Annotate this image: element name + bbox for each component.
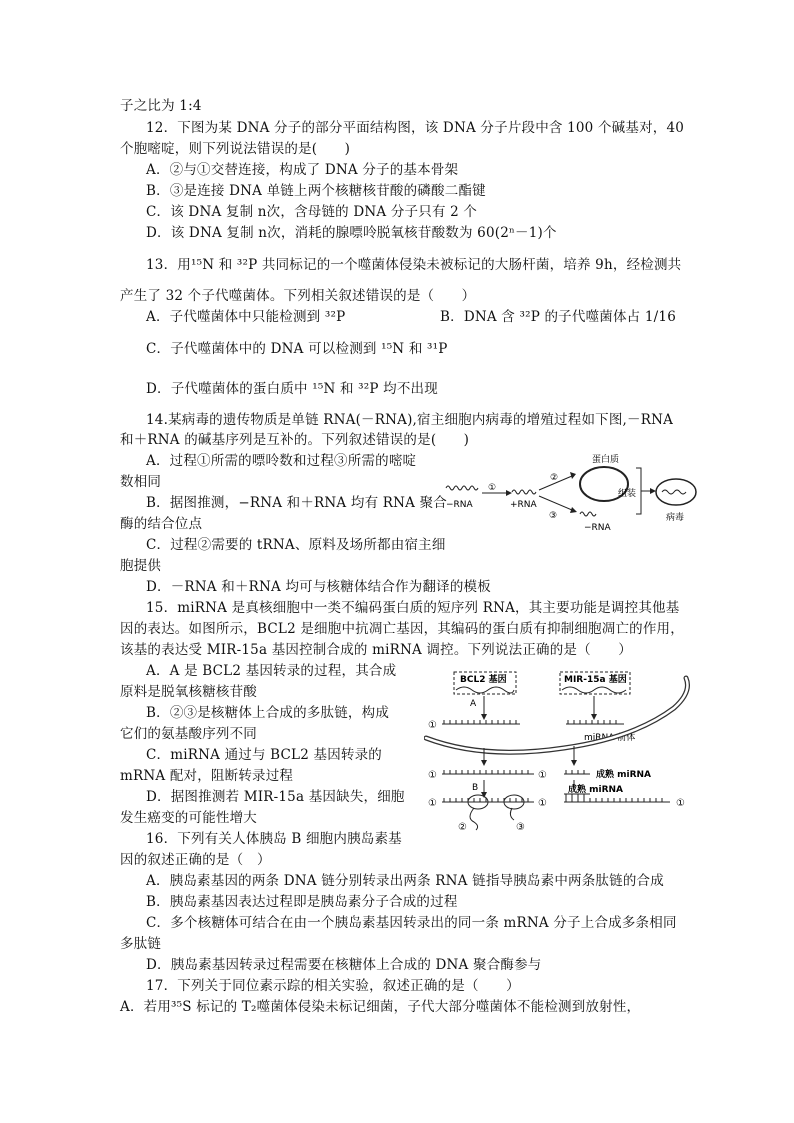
circle-1-label-5: ①	[538, 798, 547, 809]
question-14-option-c-cont: 胞提供	[120, 558, 162, 574]
question-17-stem: 17．下列关于同位素示踪的相关实验，叙述正确的是（ ）	[146, 978, 520, 994]
question-12-option-b: B．③是连接 DNA 单链上两个核糖核苷酸的磷酸二酯键	[146, 183, 486, 199]
question-14-option-a-cont: 数相同	[120, 474, 162, 490]
text-line: 子之比为 1:4	[120, 98, 202, 114]
neg-rna-label-2: −RNA	[584, 523, 611, 533]
step-1-label: ①	[488, 483, 497, 493]
assemble-label: 组装	[618, 489, 637, 499]
circle-2-label: ②	[458, 822, 467, 833]
pre-mirna-label: miRNA 前体	[584, 733, 636, 743]
question-15-option-d-cont: 发生癌变的可能性增大	[120, 810, 257, 826]
question-13-option-d: D．子代噬菌体的蛋白质中 ¹⁵N 和 ³²P 均不出现	[146, 381, 438, 397]
question-16-option-c: C．多个核糖体可结合在由一个胰岛素基因转录出的同一条 mRNA 分子上合成多条相同	[146, 915, 677, 931]
question-13-stem: 13．用¹⁵N 和 ³²P 共同标记的一个噬菌体侵染未被标记的大肠杆菌，培养 9h，经检测共	[146, 257, 682, 273]
question-12-stem-cont: 个胞嘧啶，则下列说法错误的是( )	[120, 141, 351, 157]
circle-1-label-3: ①	[538, 770, 547, 781]
question-12-option-a: A．②与①交替连接，构成了 DNA 分子的基本骨架	[146, 162, 459, 178]
question-17-option-a: A．若用³⁵S 标记的 T₂噬菌体侵染未标记细菌，子代大部分噬菌体不能检测到放射性，	[120, 999, 641, 1015]
question-14-option-b: B．据图推测，−RNA 和＋RNA 均有 RNA 聚合	[146, 495, 447, 511]
question-15-option-b: B．②③是核糖体上合成的多肽链，构成	[146, 705, 390, 721]
circle-1-label-2: ①	[428, 770, 437, 781]
pos-rna-label: +RNA	[510, 500, 537, 510]
virus-label: 病毒	[666, 513, 685, 523]
question-16-option-d: D．胰岛素基因转录过程需要在核糖体上合成的 DNA 聚合酶参与	[146, 957, 542, 973]
question-14-stem: 14.某病毒的遗传物质是单链 RNA(－RNA),宿主细胞内病毒的增殖过程如下图,－RNA	[146, 412, 674, 428]
question-15-option-a-cont: 原料是脱氧核糖核苷酸	[120, 684, 257, 700]
question-14-option-a: A．过程①所需的嘌呤数和过程③所需的嘧啶	[146, 453, 417, 469]
neg-rna-label: −RNA	[446, 500, 473, 510]
question-15-option-b-cont: 它们的氨基酸序列不同	[120, 726, 257, 742]
circle-1-label-4: ①	[428, 798, 437, 809]
question-13-option-b: B．DNA 含 ³²P 的子代噬菌体占 1/16	[440, 309, 676, 325]
question-15-option-d: D．据图推测若 MIR-15a 基因缺失，细胞	[146, 789, 405, 805]
virus-replication-diagram	[444, 452, 700, 534]
question-16-stem: 16．下列有关人体胰岛 B 细胞内胰岛素基	[146, 831, 402, 847]
question-14-option-d: D．－RNA 和＋RNA 均可与核糖体结合作为翻译的模板	[146, 579, 491, 595]
circle-3-label: ③	[516, 822, 525, 833]
process-a-label: A	[470, 699, 477, 709]
bcl2-gene-label: BCL2 基因	[460, 675, 507, 685]
question-16-stem-cont: 因的叙述正确的是（ ）	[120, 852, 271, 868]
mir15a-gene-label: MIR-15a 基因	[564, 675, 627, 685]
mature-mirna-label: 成熟 miRNA	[596, 770, 652, 780]
question-15-stem: 15．miRNA 是真核细胞中一类不编码蛋白质的短序列 RNA，其主要功能是调控其他基	[146, 600, 680, 616]
question-15-option-c: C．miRNA 通过与 BCL2 基因转录的	[146, 747, 383, 763]
question-16-option-b: B．胰岛素基因表达过程即是胰岛素分子合成的过程	[146, 894, 458, 910]
question-16-option-a: A．胰岛素基因的两条 DNA 链分别转录出两条 RNA 链指导胰岛素中两条肽链的合成	[146, 873, 664, 889]
question-14-option-c: C．过程②需要的 tRNA、原料及场所都由宿主细	[146, 537, 446, 553]
step-2-label: ②	[550, 473, 559, 483]
question-15-stem-cont: 因的表达。如图所示，BCL2 是细胞中抗凋亡基因，其编码的蛋白质有抑制细胞凋亡的作用，	[120, 621, 684, 637]
mirna-regulation-diagram	[424, 668, 704, 836]
circle-1-label-6: ①	[676, 798, 685, 809]
mature-mirna-label-2: 成熟 miRNA	[568, 785, 624, 795]
question-15-stem-cont-2: 该基的表达受 MIR-15a 基因控制合成的 miRNA 调控。下列说法正确的是（ ）	[120, 642, 632, 658]
question-13-option-a: A．子代噬菌体中只能检测到 ³²P	[146, 309, 346, 325]
question-12-option-c: C．该 DNA 复制 n次，含母链的 DNA 分子只有 2 个	[146, 204, 478, 220]
question-15-option-c-cont: mRNA 配对，阻断转录过程	[120, 768, 294, 784]
question-16-option-c-cont: 多肽链	[120, 936, 162, 952]
question-13-stem-cont: 产生了 32 个子代噬菌体。下列相关叙述错误的是（ ）	[120, 288, 476, 304]
process-b-label: B	[472, 783, 479, 793]
step-3-label: ③	[549, 511, 558, 521]
question-14-stem-cont: 和＋RNA 的碱基序列是互补的。下列叙述错误的是( )	[120, 432, 470, 448]
circle-1-label: ①	[428, 720, 437, 731]
question-12-option-d: D．该 DNA 复制 n次，消耗的腺嘌呤脱氧核苷酸数为 60(2ⁿ－1)个	[146, 225, 557, 241]
protein-label: 蛋白质	[592, 455, 620, 465]
question-15-option-a: A．A 是 BCL2 基因转录的过程，其合成	[146, 663, 397, 679]
question-12-stem: 12．下图为某 DNA 分子的部分平面结构图，该 DNA 分子片段中含 100 个碱基对，40	[146, 120, 685, 136]
question-14-option-b-cont: 酶的结合位点	[120, 516, 203, 532]
question-13-option-c: C．子代噬菌体中的 DNA 可以检测到 ¹⁵N 和 ³¹P	[146, 341, 448, 357]
